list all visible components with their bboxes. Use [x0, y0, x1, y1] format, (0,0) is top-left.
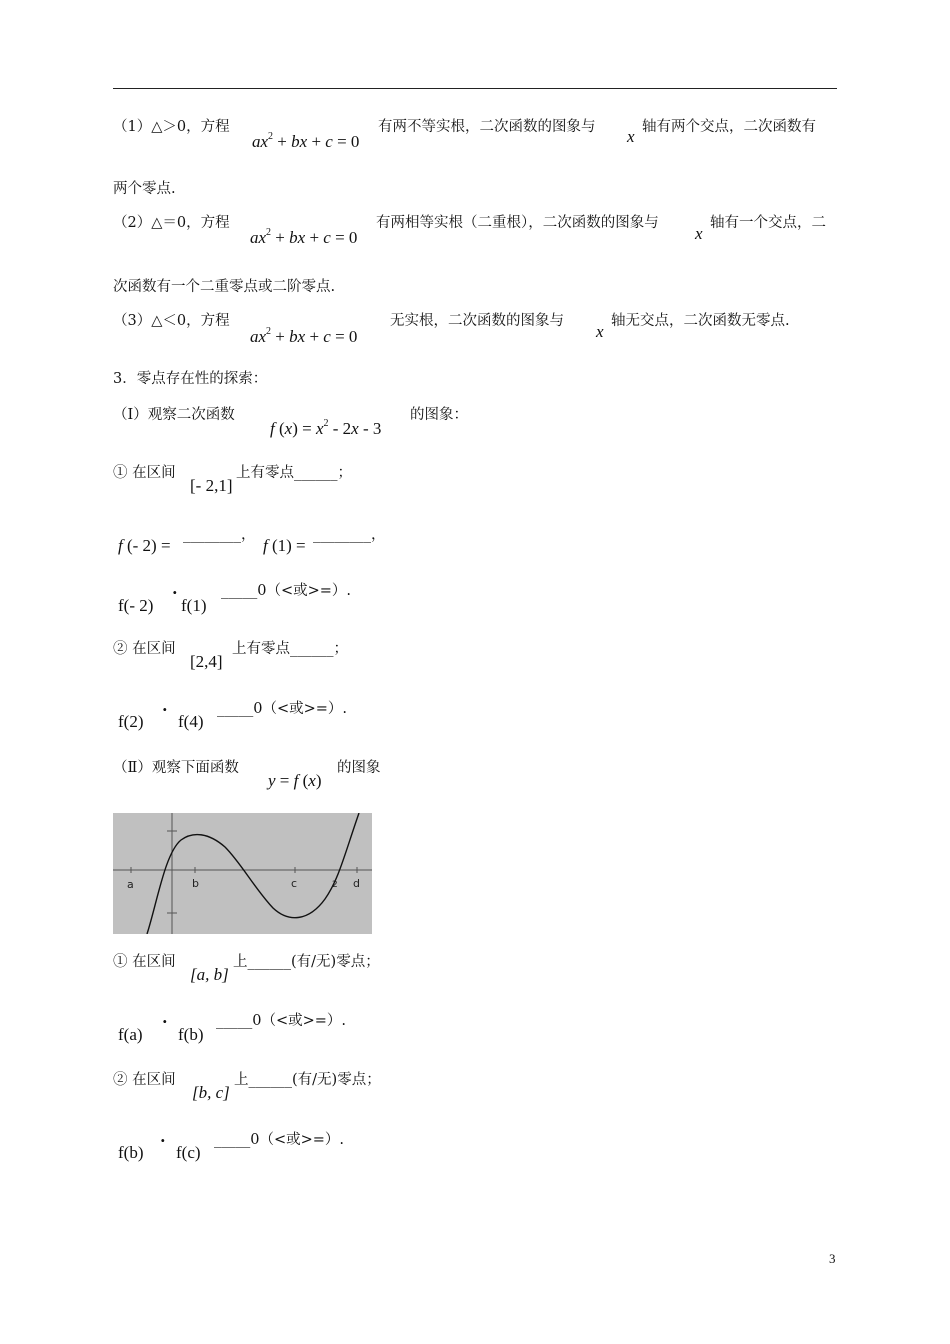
- case2-x: x: [695, 224, 703, 243]
- part2-prod2-post: _____0（<或>=）.: [214, 1132, 345, 1148]
- part1-f-neg2: f (- 2) =: [118, 536, 171, 555]
- part1-prod2-b: f(4): [178, 712, 204, 731]
- case3-x: x: [596, 322, 604, 341]
- part2-intro-prefix: （Ⅱ）观察下面函数: [113, 760, 239, 776]
- part1-function: f $(x) = x^2 - 2x - 3$: [270, 418, 382, 438]
- case3-prefix: （3）△＜0，方程: [113, 313, 230, 329]
- part1-blank2: ________，: [313, 527, 386, 543]
- part1-prod2-a: f(2): [118, 712, 144, 731]
- multiply-dot: ·: [160, 1131, 166, 1150]
- page-number: 3: [829, 1251, 836, 1266]
- case1-post: 轴有两个交点，二次函数有: [642, 119, 816, 135]
- part2-q2-prefix: ② 在区间: [113, 1072, 176, 1088]
- case3-equation: $ax^2$ + bx + c = 0: [250, 326, 358, 346]
- section3-title: 3．零点存在性的探索：: [113, 371, 268, 387]
- part2-prod2-a: f(b): [118, 1143, 144, 1162]
- part2-function: y = f (x): [268, 771, 322, 790]
- part1-q1-post: 上有零点______；: [236, 465, 352, 481]
- part2-q1-post: 上______(有/无)零点；: [233, 954, 380, 970]
- label-a: a: [127, 878, 134, 891]
- part1-prod1-b: f(1): [181, 596, 207, 615]
- case3-post: 轴无交点，二次函数无零点.: [611, 313, 790, 329]
- part1-intro-prefix: （Ⅰ）观察二次函数: [113, 407, 235, 423]
- part2-prod1-a: f(a): [118, 1025, 143, 1044]
- case1-x: x: [627, 127, 635, 146]
- part2-intro-post: 的图象: [337, 760, 381, 776]
- multiply-dot: ·: [172, 583, 178, 602]
- case1-equation: $ax^2$ + bx + c = 0: [252, 131, 360, 151]
- part2-q1-prefix: ① 在区间: [113, 954, 176, 970]
- label-d: d: [353, 877, 360, 890]
- case1-middle: 有两不等实根，二次函数的图象与: [378, 119, 596, 135]
- part1-prod1-post: _____0（<或>=）.: [221, 583, 352, 599]
- case2-middle: 有两相等实根（二重根），二次函数的图象与: [376, 215, 659, 231]
- part1-prod2-post: _____0（<或>=）.: [217, 701, 348, 717]
- part1-q1-prefix: ① 在区间: [113, 465, 176, 481]
- part1-intro-post: 的图象：: [410, 407, 468, 423]
- label-c: c: [291, 877, 298, 890]
- part1-q2-post: 上有零点______；: [232, 641, 348, 657]
- part1-q1-interval: [- 2,1]: [190, 476, 233, 495]
- part1-prod1-a: f(- 2): [118, 596, 154, 615]
- part2-prod1-post: _____0（<或>=）.: [216, 1013, 347, 1029]
- part1-q2-prefix: ② 在区间: [113, 641, 176, 657]
- label-2: 2: [332, 880, 338, 890]
- label-b: b: [192, 877, 199, 890]
- part2-q2-post: 上______(有/无)零点；: [234, 1072, 381, 1088]
- function-graph: [113, 813, 372, 934]
- case1-continuation: 两个零点.: [113, 181, 176, 197]
- case2-continuation: 次函数有一个二重零点或二阶零点.: [113, 279, 336, 295]
- multiply-dot: ·: [162, 1012, 168, 1031]
- case2-prefix: （2）△＝0，方程: [113, 215, 230, 231]
- case2-equation: $ax^2$ + bx + c = 0: [250, 227, 358, 247]
- case3-middle: 无实根，二次函数的图象与: [390, 313, 564, 329]
- case1-prefix: （1）△＞0，方程: [113, 119, 230, 135]
- part2-q2-interval: [b, c]: [192, 1083, 230, 1102]
- header-rule: [113, 88, 837, 89]
- multiply-dot: ·: [162, 700, 168, 719]
- part1-q2-interval: [2,4]: [190, 652, 223, 671]
- part2-prod1-b: f(b): [178, 1025, 204, 1044]
- part2-q1-interval: [a, b]: [190, 965, 229, 984]
- part2-prod2-b: f(c): [176, 1143, 201, 1162]
- case2-post: 轴有一个交点，二: [710, 215, 826, 231]
- part1-f-1: f (1) =: [263, 536, 306, 555]
- part1-blank1: ________，: [183, 527, 256, 543]
